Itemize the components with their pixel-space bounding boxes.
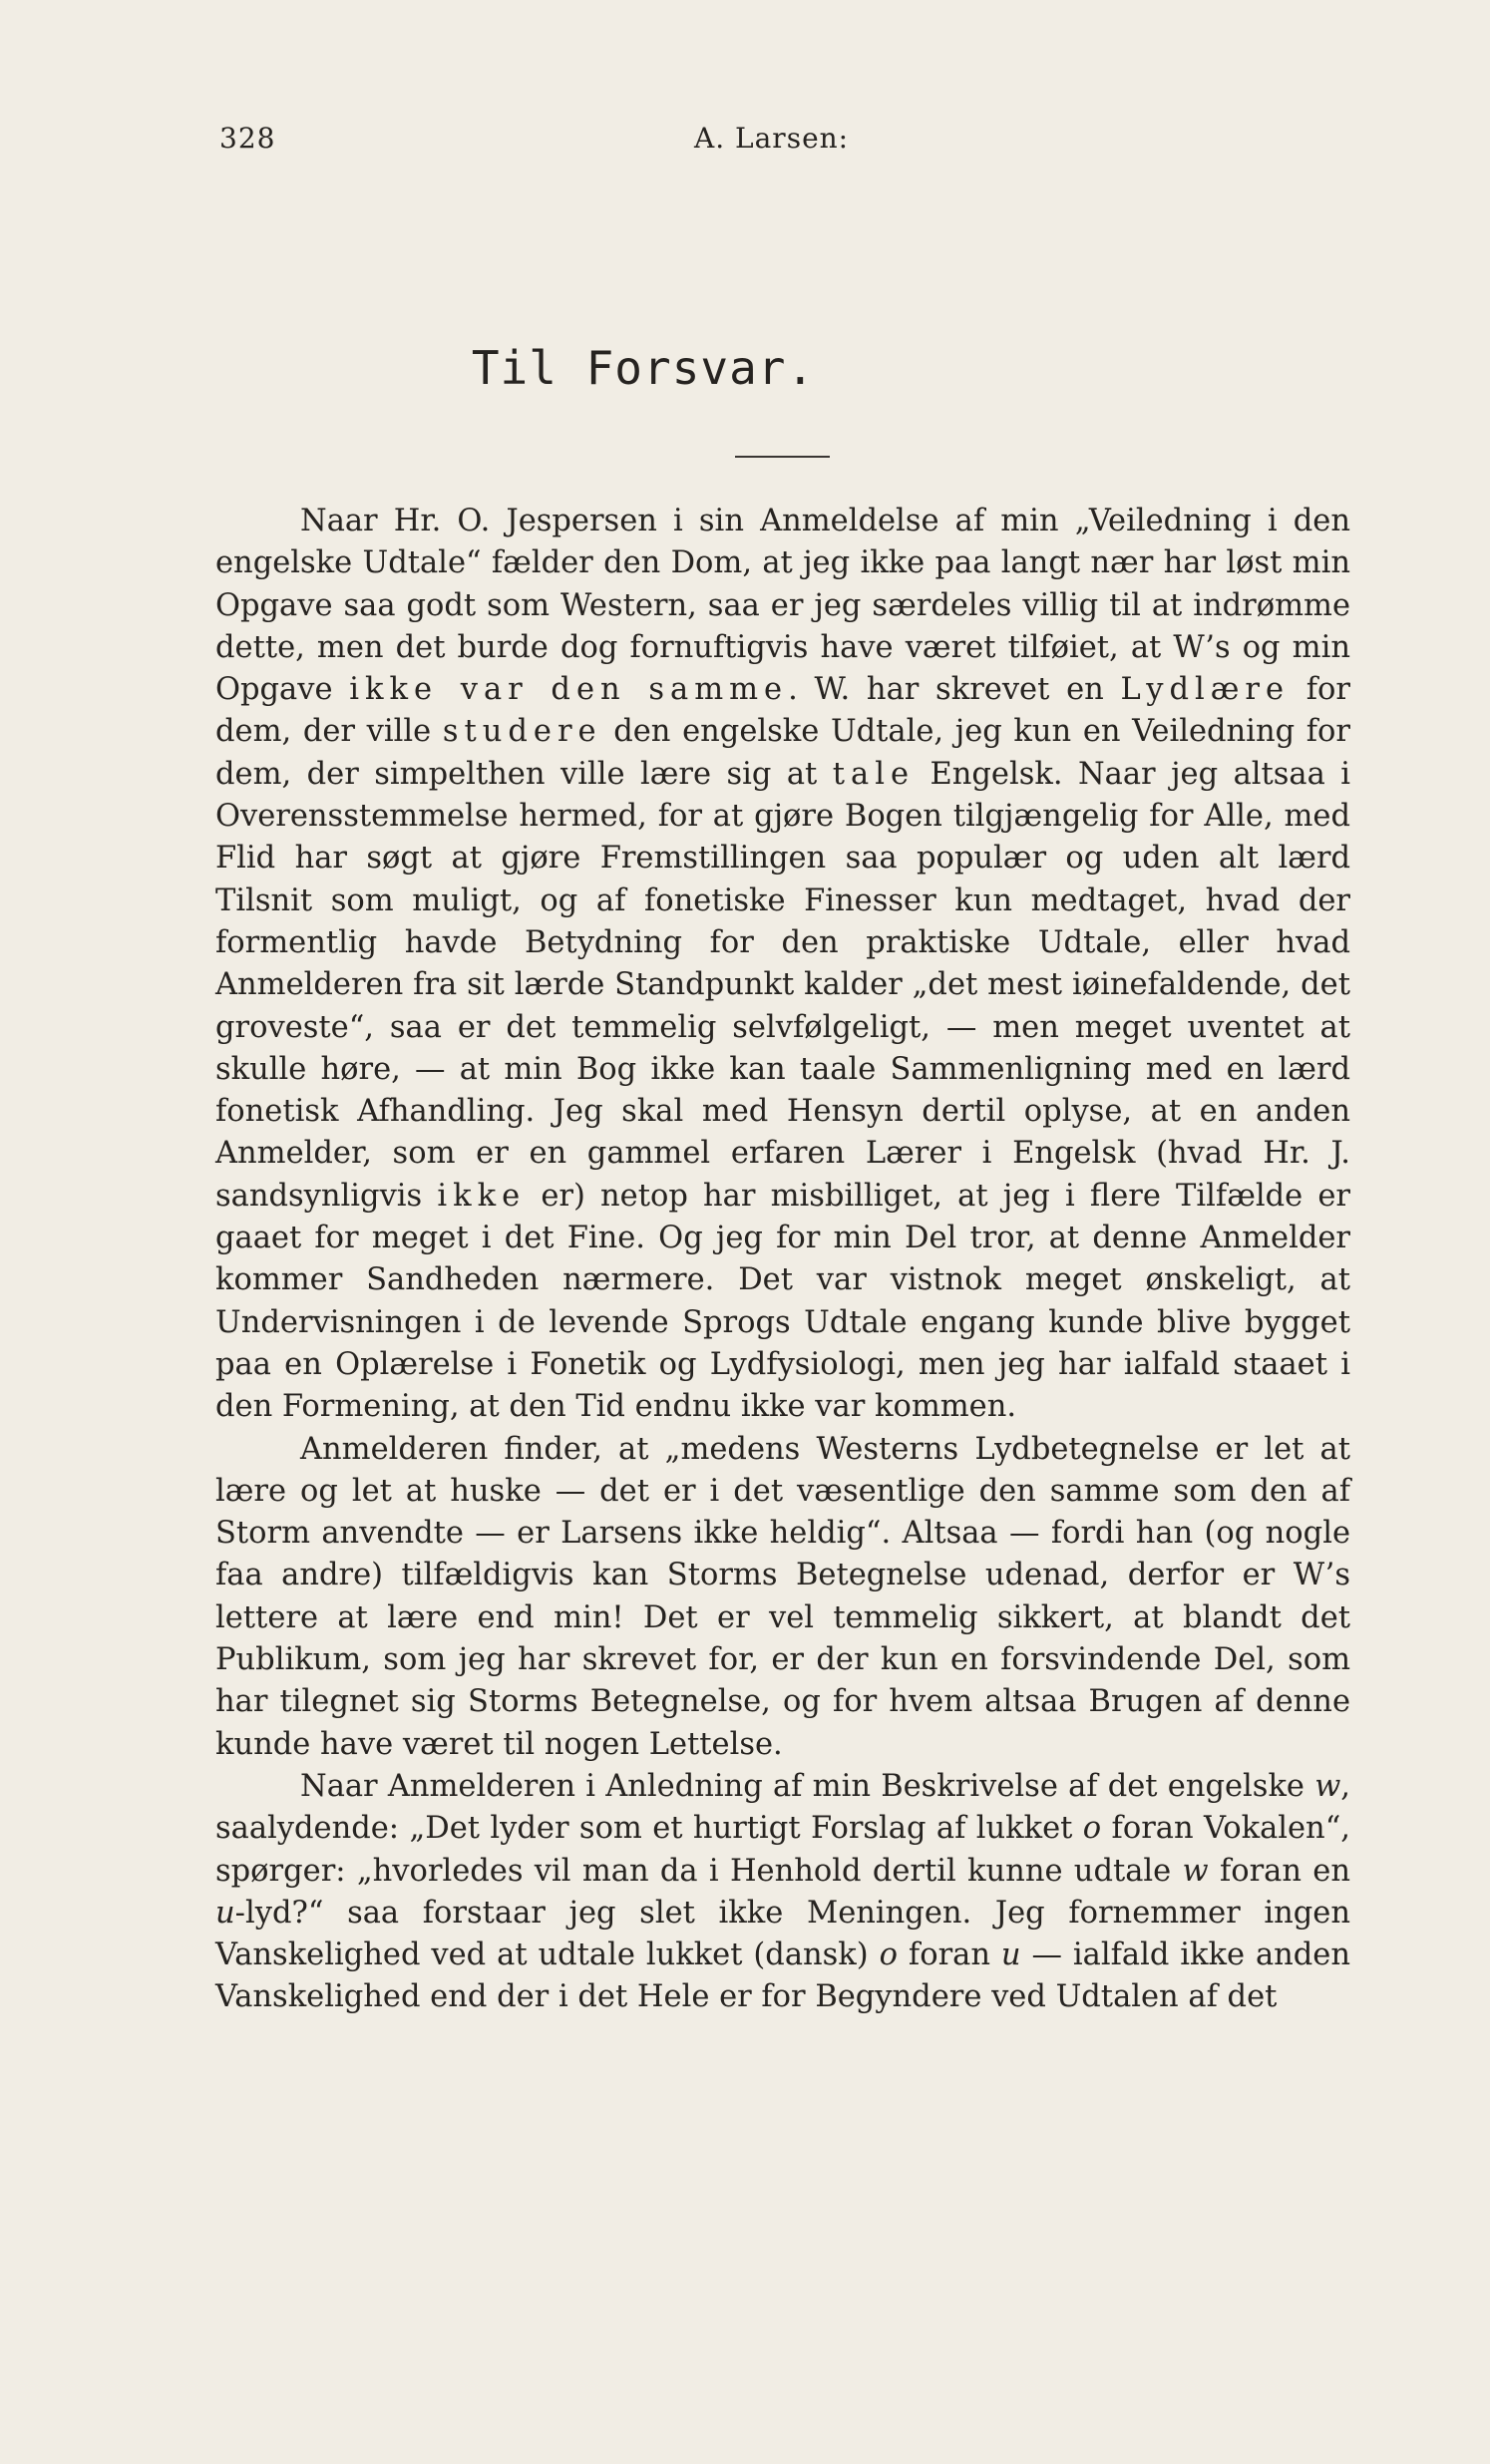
paragraph-3 — [215, 1766, 1350, 2019]
page-header — [219, 122, 1361, 162]
text-run: . W. har skrevet en — [788, 672, 1121, 708]
italic-letter: u — [215, 1895, 235, 1931]
body-text — [215, 501, 1350, 2019]
emphasis-spaced: ikke — [437, 1178, 527, 1214]
paragraph-2: Anmelderen finder, at „medens Westerns Lydbetegnelse er let at lære og let at huske — det er i det væsentlige den samme som den af Storm anvendte — er Larsens ikke heldig“. Altsaa — fordi han (og nogle faa andre) tilfældigvis kan Storms Betegnelse udenad, derfor er W’s lettere at lære end min! Det er vel temmelig sikkert, at blandt det Publikum, som jeg har skrevet for, er der kun en forsvindende Del, som har tilegnet sig Storms Betegnelse, og for hvem altsaa Brugen af denne kunde have været til nogen Lettelse. — [215, 1431, 1350, 1762]
italic-letter: u — [1000, 1937, 1021, 1973]
italic-letter: w — [1182, 1853, 1209, 1889]
text-run: Naar Anmelderen i Anledning af min Beskrivelse af det engelske — [300, 1768, 1315, 1804]
text-run: for dem, der ville — [215, 672, 1350, 750]
text-run: foran — [898, 1937, 1001, 1973]
title-divider — [735, 456, 830, 458]
text-run: foran en — [1208, 1853, 1350, 1889]
text-run: -lyd?“ saa forstaar jeg slet ikke Meningen. Jeg fornemmer ingen Vanskelighed ved at udtale lukket (dansk) — [215, 1895, 1350, 1973]
italic-letter: w — [1314, 1768, 1341, 1804]
emphasis-spaced: ikke var den samme — [349, 672, 789, 708]
italic-letter: o — [879, 1937, 898, 1973]
emphasis-spaced: Lydlære — [1120, 672, 1291, 708]
text-run: Engelsk. Naar jeg altsaa i Overensstemmelse hermed, for at gjøre Bogen tilgjængelig for Alle, med Flid har søgt at gjøre Fremstillingen saa populær og uden alt lærd Tilsnit som muligt, og af fonetiske Finesser kun medtaget, hvad der formentlig havde Betydning for den praktiske Udtale, eller hvad Anmelderen fra sit lærde Standpunkt kalder „det mest iøinefaldende, det groveste“, saa er det temmelig selvfølgeligt, — men meget uventet at skulle høre, — at min Bog ikke kan taale Sammenligning med en lærd fonetisk Afhandling. Jeg skal med Hensyn dertil oplyse, at en anden Anmelder, som er en gammel erfaren Lærer i Engelsk (hvad Hr. J. sandsynligvis — [215, 756, 1350, 1214]
text-run: Naar Hr. O. Jespersen i sin Anmeldelse af min „Veiledning i den engelske Udtale“ fælder den Dom, at jeg ikke paa langt nær har løst min Opgave saa godt som Western, saa er jeg særdeles villig til at indrømme dette, men det burde dog fornuftigvis have været tilføiet, at W’s og min Opgave — [215, 504, 1350, 708]
italic-letter: o — [1082, 1811, 1102, 1847]
page-number: 328 — [219, 122, 276, 155]
text-run: er) netop har misbilliget, at jeg i flere Tilfælde er gaaet for meget i det Fine. Og jeg for min Del tror, at denne Anmelder kommer Sandheden nærmere. Det var vistnok meget ønskeligt, at Undervisningen i de levende Sprogs Udtale engang kunde blive bygget paa en Oplærelse i Fonetik og Lydfysiologi, men jeg har ialfald staaet i den Formening, at den Tid endnu ikke var kommen. — [215, 1178, 1350, 1425]
section-title: Til Forsvar. — [471, 341, 816, 395]
running-head: A. Larsen: — [694, 122, 850, 155]
text-run: den engelske Udtale, jeg kun en Veiledning for dem, der simpelthen ville lære sig at — [215, 714, 1350, 792]
paragraph-1 — [215, 501, 1350, 1429]
text-run: — ialfald ikke anden Vanskelighed end der i det Hele er for Begyndere ved Udtalen af det — [215, 1937, 1350, 2015]
text-run: foran Vokalen“, spørger: „hvorledes vil man da i Henhold dertil kunne udtale — [215, 1811, 1350, 1889]
emphasis-spaced: studere — [442, 714, 602, 750]
text-run: , saalydende: „Det lyder som et hurtigt Forslag af lukket — [215, 1768, 1350, 1847]
emphasis-spaced: tale — [832, 756, 916, 792]
